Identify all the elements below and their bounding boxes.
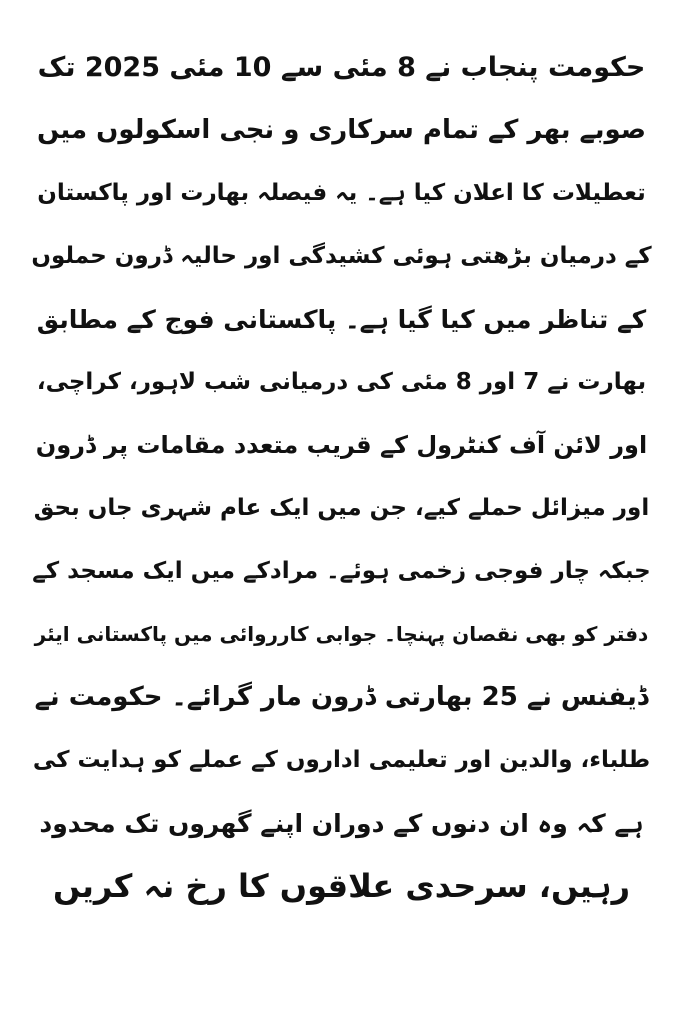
article-line-3: تعطیلات کا اعلان کیا ہے۔ یہ فیصلہ بھارت اور پاکستان <box>37 180 646 206</box>
article-line-7: اور لائن آف کنٹرول کے قریب متعدد مقامات پر ڈرون <box>35 431 648 459</box>
article-body <box>28 36 655 918</box>
article-line-11: ڈیفنس نے 25 بھارتی ڈرون مار گرائے۔ حکومت نے <box>34 682 649 712</box>
article-line-1: حکومت پنجاب نے 8 مئی سے 10 مئی 2025 تک <box>37 52 646 83</box>
article-line-8: اور میزائل حملے کیے، جن میں ایک عام شہری جاں بحق <box>33 495 650 521</box>
article-line-4: کے درمیان بڑھتی ہوئی کشیدگی اور حالیہ ڈرون حملوں <box>31 243 652 269</box>
article-line-2: صوبے بھر کے تمام سرکاری و نجی اسکولوں میں <box>37 115 646 145</box>
article-line-13: ہے کہ وہ ان دنوں کے دوران اپنے گھروں تک محدود <box>39 809 644 838</box>
article-line-6: بھارت نے 7 اور 8 مئی کی درمیانی شب لاہور، کراچی، <box>36 369 647 395</box>
article-line-12: طلباء، والدین اور تعلیمی اداروں کے عملے کو ہدایت کی <box>32 747 651 773</box>
article-line-14: رہیں، سرحدی علاقوں کا رخ نہ کریں <box>53 867 630 905</box>
article-line-5: کے تناظر میں کیا گیا ہے۔ پاکستانی فوج کے مطابق <box>36 305 647 334</box>
article-line-9: جبکہ چار فوجی زخمی ہوئے۔ مرادکے میں ایک مسجد کے <box>32 558 651 584</box>
article-line-10: دفتر کو بھی نقصان پہنچا۔ جوابی کارروائی میں پاکستانی ایئر <box>34 622 649 646</box>
